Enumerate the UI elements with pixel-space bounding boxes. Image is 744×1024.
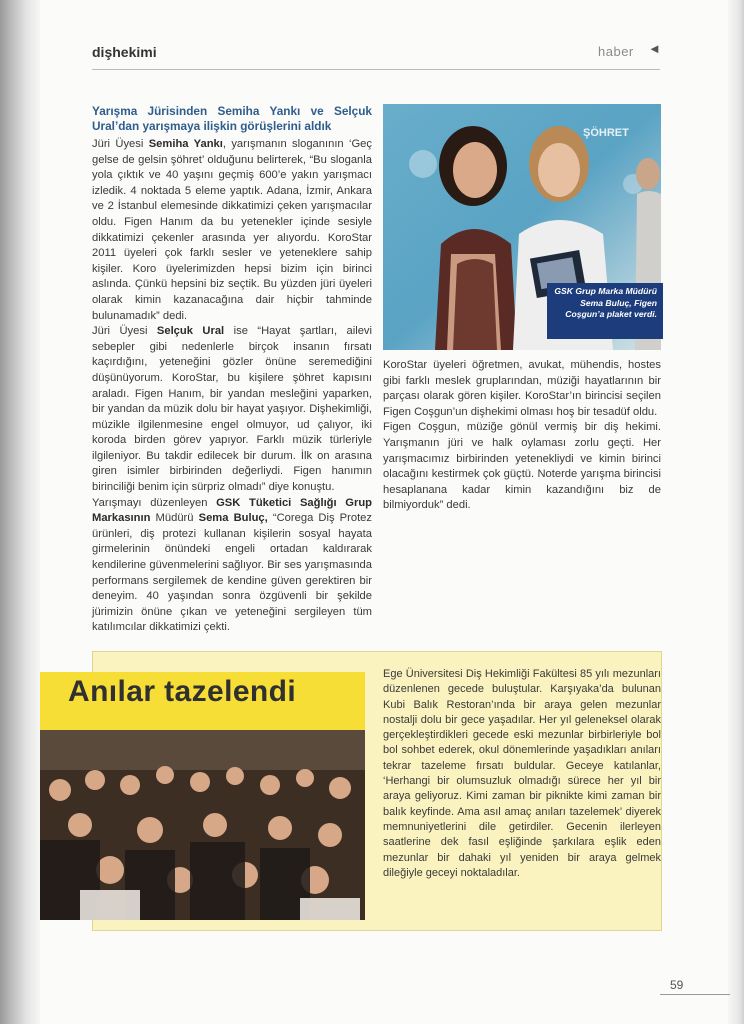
footer-rule <box>660 994 730 995</box>
article-column-right <box>383 358 661 514</box>
sidebar-body: Ege Üniversitesi Diş Hekimliği Fakültesi 85 yılı mezunları düzenlenen gecede buluştular. Karşıyaka’da bulunan Kubi Balık Restoran’ında bir araya gelen mezunlar nostalji dolu bir gece yaşadılar. Her yıl geleneksel olarak gerçekleştirdikleri gecede eski mezunlar birbirleriyle bol bol sohbet ederek, okul dönemlerinde yaşadıkları anıları tekrar tazeleme fırsatı buldular. Geceye katılanlar, ‘Herhangi bir olumsuzluk olmadığı sürece her yıl bir araya geliyoruz. Kimi zaman bir piknikte kimi zaman bir balık keyfinde. Ama asıl amaç anıları tazelemek’ diyerek memnuniyetlerini dile getirdiler. Gecenin ilerleyen saatlerine dek fasıl eşliğinde şarkılara eşlik eden mezunlar bir dahaki yıl yeniden bir araya gelmek dileğiyle geceyi noktaladılar. <box>383 668 661 879</box>
article-lead: Yarışma Jürisinden Semiha Yankı ve Selçuk Ural’dan yarışmaya ilişkin görüşlerini aldık <box>92 104 372 133</box>
backdrop-text: ŞÖHRET <box>583 127 629 139</box>
paragraph-selcuk: Jüri Üyesi Selçuk Ural ise “Hayat şartları, ailevi sebepler gibi nedenlerle birçok insanın fırsatı kaçırdığını, yeteneğini gözler önüne seremediğini düşünüyorum. KoroStar, bu kişilere şöhret kapısını araladı. Figen Hanım, bir yandan mesleğini yaparken, bir yandan da müzik dolu bir hayat yaşıyor. Dişhekimliği, müzikle ilgilenmesine engel olmuyor, ud çalıyor, iki koroda birden görev yapıyor. Farklı müzik türleriyle ilgileniyor. Bu takdir edilecek bir durum. İlk on arasına giren isimler birbirinden değerliydi. Figen hanımın birinciliği benim için sürpriz olmadı” diye konuştu. <box>92 325 372 494</box>
paragraph-figen: Figen Coşgun, müziğe gönül vermiş bir diş hekimi. Yarışmanın jüri ve halk oylaması zorlu geçti. Her yarışmacımız birbirinden yetenekliydi ve kimin birinci olacağını kestirmek çok güçtü. Noterde yarışma birincisi hesaplanana kadar kimin kazandığını biz de bilmiyorduk” dedi. <box>383 421 661 512</box>
header-divider <box>92 69 660 70</box>
paragraph-korostar: KoroStar üyeleri öğretmen, avukat, mühendis, hostes gibi farklı meslek gruplarından, müziği hayatlarının bir parçası olarak gören kişiler. KoroStar’ın birincisi seçilen Figen Coşgun’un dişhekimi olması hoş bir tesadüf oldu. <box>383 359 661 418</box>
section-title: dişhekimi <box>92 44 157 60</box>
group-photo <box>40 730 365 920</box>
group-photo-illustration <box>40 730 365 920</box>
paragraph-sema: Yarışmayı düzenleyen GSK Tüketici Sağlığı Grup Markasının Müdürü Sema Buluç, “Corega Diş Protez ürünleri, diş protezi kullanan kişilerin sosyal hayata girmelerinin önündeki engeli ortadan kaldırarak kendilerine güvenmelerini sağlıyor. Bir ses yarışmasında performans sergilemek de kendine güven gerektiren bir deneyim. 40 yaşından sonra özgüvenli bir şekilde jürimizin önüne çıkan ve yeteneğini sergileyen tüm katılımcılar dikkatimizi çekti. <box>92 496 373 634</box>
photo-caption: GSK Grup Marka Müdürü Sema Buluç, Figen Coşgun’a plaket verdi. <box>547 283 663 339</box>
left-triangle-icon: ◄ <box>648 41 661 56</box>
paragraph-semiha: Jüri Üyesi Semiha Yankı, yarışmanın sloganının ‘Geç gelse de gelsin şöhret’ olduğunu belirterek, “Bu sloganla yola çıktık ve 40 yaşını geçmiş 600’e yakın yarışmacı izledik. 4 noktada 5 eleme yaptık. Adana, İzmir, Ankara ve 2 İstanbul elemesinde dikkatimizi çeken yarışmacılar oldu. Figen Hanım da bu yetenekler içinde sesiyle dikkatimizi çekenler arasında yer alıyordu. KoroStar 2011 üyeleri çok farklı sesler ve yeteneklere sahip kişiler. Koro üyelerimizden hepsi bizim için birinci aslında. Çünkü hepsini biz seçtik. Bu yüzden jüri üyeleri olarak kimin kazanacağına dair hiçbir tahminde bulunamadık” dedi. <box>92 138 372 322</box>
sidebar-title: Anılar tazelendi <box>68 675 297 708</box>
category-label: haber <box>598 44 634 59</box>
page-edge <box>728 0 744 1024</box>
binding-gutter <box>0 0 40 1024</box>
page-number: 59 <box>670 978 684 992</box>
article-column-left <box>92 104 372 636</box>
